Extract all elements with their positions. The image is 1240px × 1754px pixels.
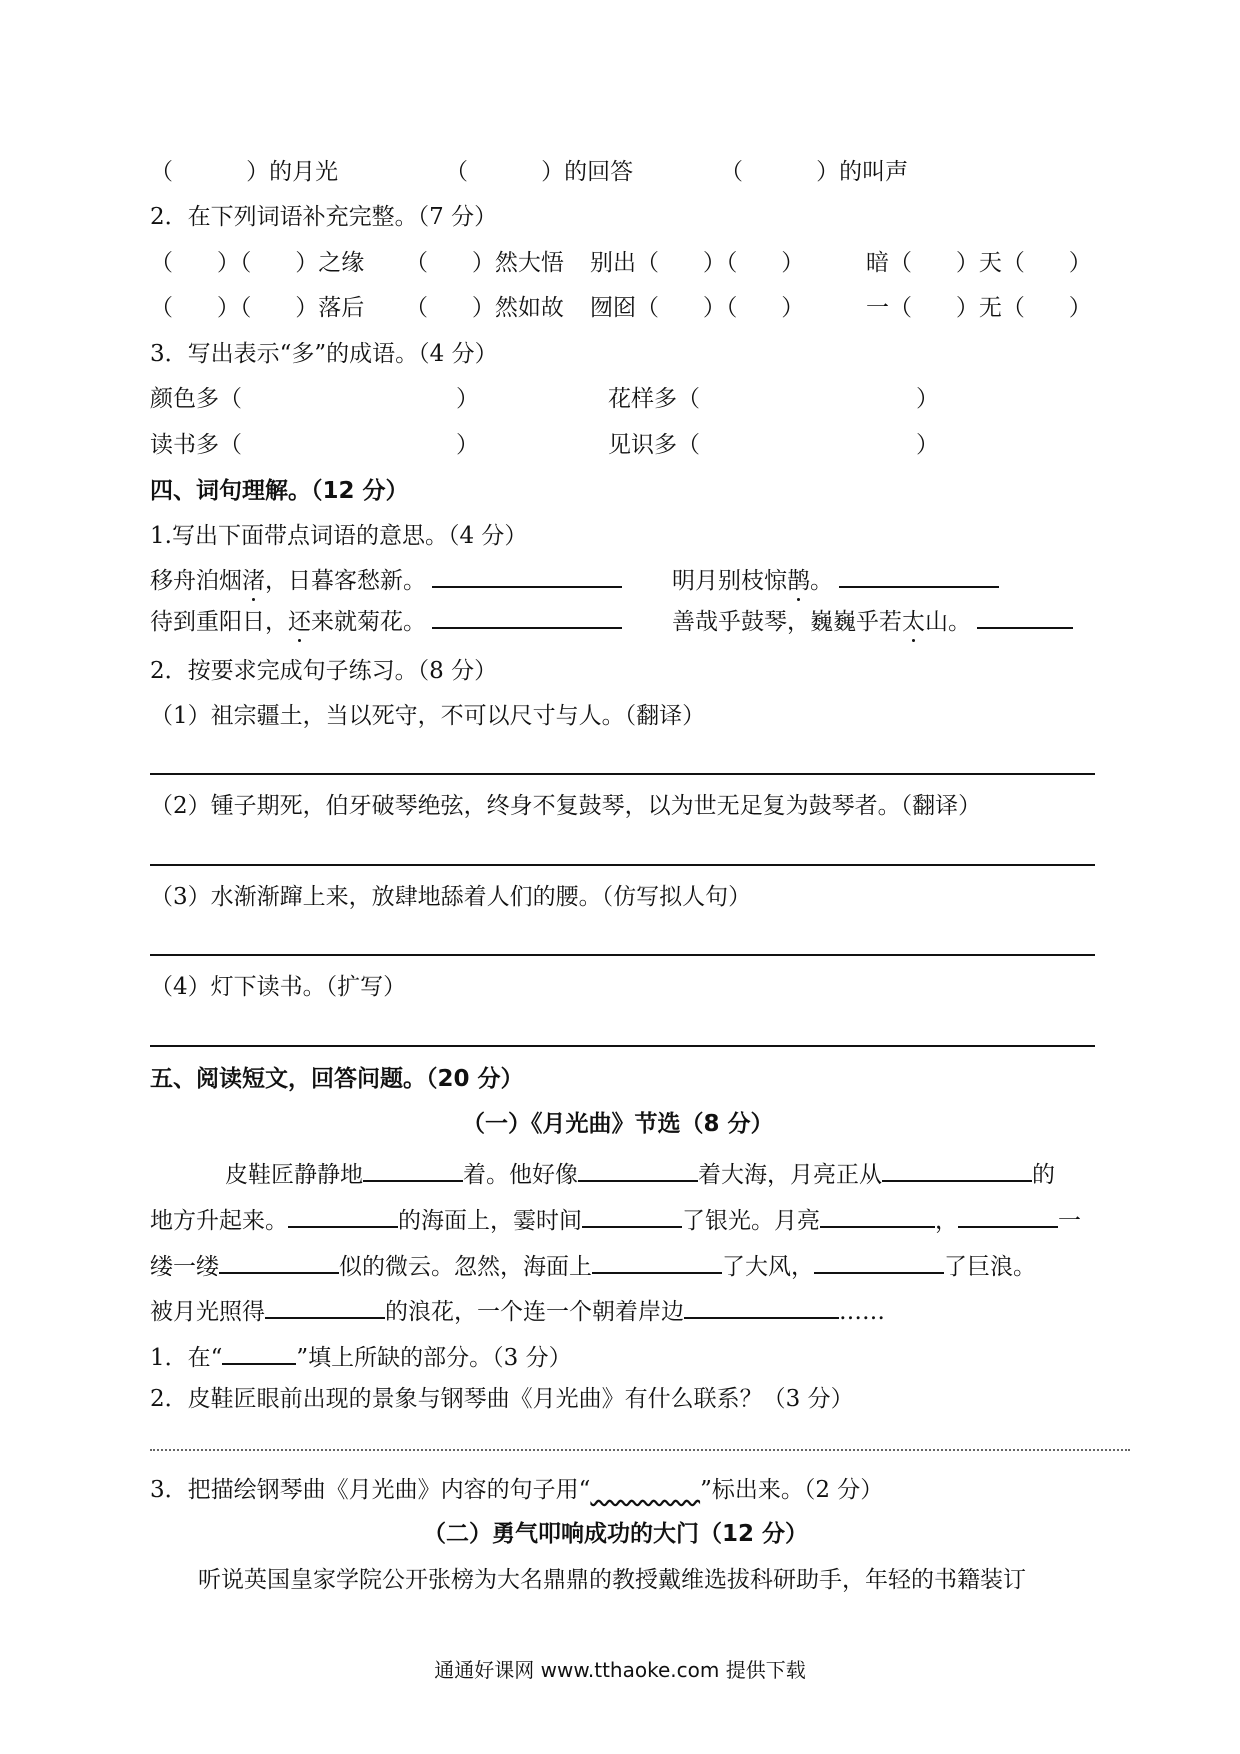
passage-blank[interactable] (582, 1202, 682, 1228)
q3-colors: 颜色多（ (150, 386, 242, 412)
answer-line[interactable] (150, 773, 1095, 775)
passage-line-2: 地方升起来。 的海面上，霎时间 了银光。月亮 ， 一 (150, 1202, 1081, 1236)
passage-blank[interactable] (592, 1248, 722, 1274)
passage-blank[interactable] (363, 1156, 463, 1182)
answer-line[interactable] (150, 954, 1095, 956)
q1-item-moonlight: （ ）的月光 (150, 159, 339, 185)
reading-q1: 1．在“ ”填上所缺的部分。（3 分） (150, 1339, 572, 1373)
passage-blank[interactable] (958, 1202, 1058, 1228)
answer-blank[interactable] (432, 603, 622, 629)
dotted-word: 还 (288, 609, 311, 635)
q3-patterns: 花样多（ (608, 386, 700, 412)
answer-line-dotted[interactable] (150, 1449, 1130, 1451)
reading-1-title: （一）《月光曲》节选（8 分） (462, 1111, 774, 1137)
part4-q1-title: 1.写出下面带点词语的意思。（4 分） (150, 523, 528, 549)
sentence-4: （4）灯下读书。（扩写） (150, 974, 407, 1000)
sentence-1: （1）祖宗疆土，当以死守，不可以尺寸与人。（翻译） (150, 703, 706, 729)
q2-idiom-7: 囫囵（ ）（ ） (590, 295, 805, 321)
answer-blank[interactable] (839, 562, 999, 588)
page-footer: 通通好课网 www.tthaoke.com 提供下载 (434, 1658, 806, 1682)
passage-blank[interactable] (820, 1202, 935, 1228)
q3-patterns-close: ） (916, 386, 939, 412)
q3-title: 3．写出表示“多”的成语。（4 分） (150, 341, 498, 367)
poem-line-1: 移舟泊烟渚，日暮客愁新。 (150, 562, 622, 596)
q2-idiom-5: （ ）（ ）落后 (150, 295, 365, 321)
passage-line-1: 皮鞋匠静静地 着。他好像 着大海，月亮正从 的 (225, 1156, 1055, 1190)
wavy-underline-mark (590, 1477, 700, 1503)
passage-line-3: 缕一缕 似的微云。忽然，海面上 了大风， 了巨浪。 (150, 1248, 1036, 1282)
sentence-3: （3）水渐渐蹿上来，放肆地舔着人们的腰。（仿写拟人句） (150, 884, 752, 910)
q2-idiom-3: 别出（ ）（ ） (590, 250, 805, 276)
dotted-word: 太 (902, 609, 925, 635)
passage-blank[interactable] (684, 1293, 839, 1319)
answer-line[interactable] (150, 1045, 1095, 1047)
section-4-title: 四、词句理解。（12 分） (150, 478, 409, 504)
passage-blank[interactable] (814, 1248, 944, 1274)
q2-idiom-4: 暗（ ）天（ ） (866, 250, 1092, 276)
answer-blank[interactable] (977, 603, 1073, 629)
q2-title: 2．在下列词语补充完整。（7 分） (150, 204, 498, 230)
q2-idiom-6: （ ）然如故 (405, 295, 564, 321)
passage-blank[interactable] (265, 1293, 385, 1319)
reading-q3: 3．把描绘钢琴曲《月光曲》内容的句子用“ ”标出来。（2 分） (150, 1477, 884, 1503)
dotted-word: 鹊 (787, 568, 810, 594)
answer-blank[interactable] (432, 562, 622, 588)
poem-line-4: 善哉乎鼓琴，巍巍乎若太山。 (672, 603, 1073, 637)
q1-item-answer: （ ）的回答 (445, 159, 634, 185)
q1-item-call: （ ）的叫声 (720, 159, 909, 185)
poem-line-2: 明月别枝惊鹊。 (672, 562, 999, 596)
reading-2-title: （二）勇气叩响成功的大门（12 分） (423, 1521, 809, 1547)
passage-line-4: 被月光照得 的浪花，一个连一个朝着岸边 …… (150, 1293, 885, 1327)
q2-idiom-1: （ ）（ ）之缘 (150, 250, 365, 276)
passage-blank[interactable] (578, 1156, 698, 1182)
answer-line[interactable] (150, 864, 1095, 866)
q3-knowledge: 见识多（ (608, 432, 700, 458)
dotted-word: 渚 (242, 568, 265, 594)
q2-idiom-8: 一（ ）无（ ） (866, 295, 1092, 321)
q2-idiom-2: （ ）然大悟 (405, 250, 564, 276)
q3-knowledge-close: ） (916, 432, 939, 458)
poem-line-3: 待到重阳日，还来就菊花。 (150, 603, 622, 637)
passage-blank[interactable] (882, 1156, 1032, 1182)
passage-blank[interactable] (288, 1202, 398, 1228)
section-5-title: 五、阅读短文，回答问题。（20 分） (150, 1066, 524, 1092)
reading-2-first-line: 听说英国皇家学院公开张榜为大名鼎鼎的教授戴维选拔科研助手，年轻的书籍装订 (198, 1567, 1026, 1593)
passage-blank[interactable] (219, 1248, 339, 1274)
q3-reading-close: ） (456, 432, 479, 458)
q3-reading: 读书多（ (150, 432, 242, 458)
blank-sample (222, 1339, 296, 1365)
reading-q2: 2．皮鞋匠眼前出现的景象与钢琴曲《月光曲》有什么联系？（3 分） (150, 1386, 854, 1412)
part4-q2-title: 2．按要求完成句子练习。（8 分） (150, 658, 498, 684)
sentence-2: （2）锺子期死，伯牙破琴绝弦，终身不复鼓琴，以为世无足复为鼓琴者。（翻译） (150, 793, 982, 819)
q3-colors-close: ） (456, 386, 479, 412)
